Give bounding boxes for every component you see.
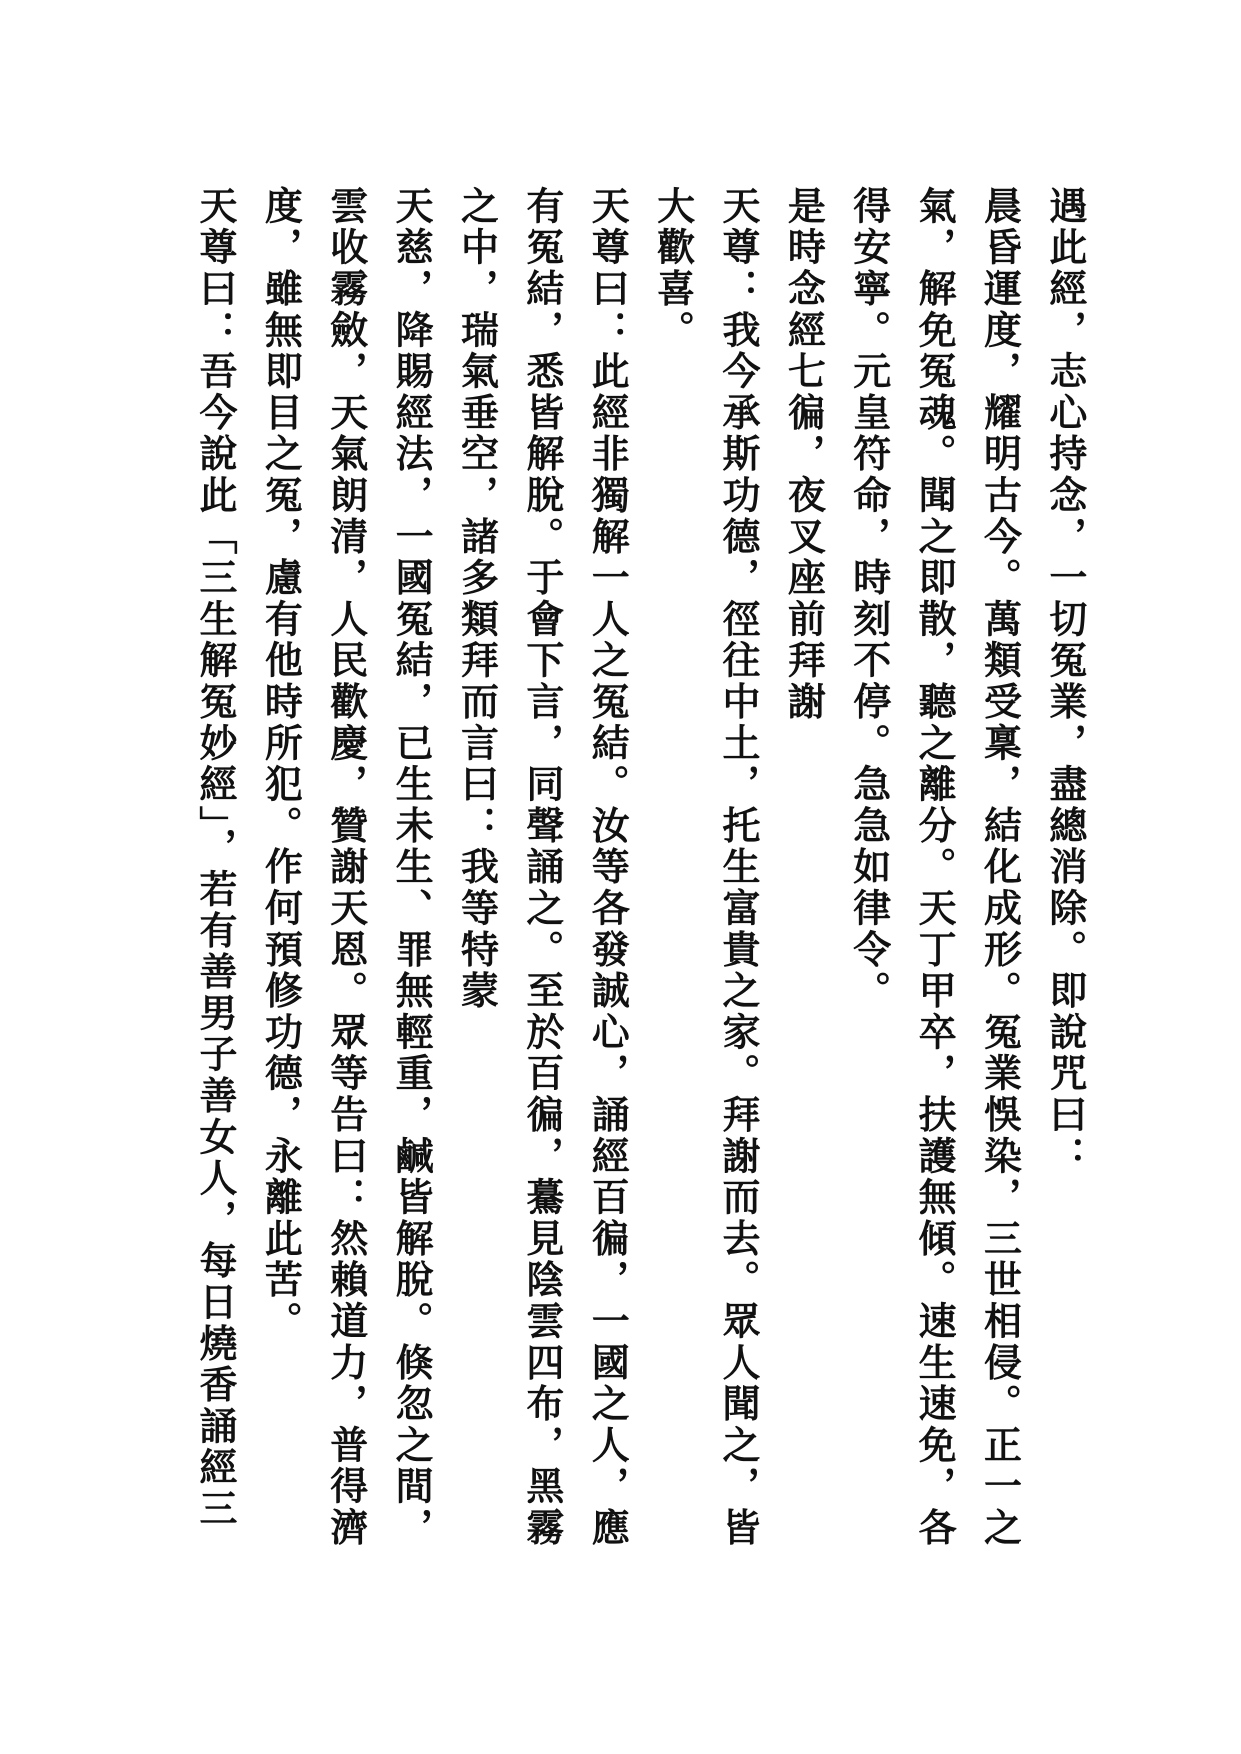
- text-column-11: 天慈，降賜經法，一國冤結，已生未生、罪無輕重，鹹皆解脫。倏忽之間，: [389, 186, 435, 1549]
- text-column-13: 度，雖無即目之冤，慮有他時所犯。作何預修功德，永離此苦。: [258, 186, 304, 1343]
- text-column-12: 雲收霧斂，天氣朗清，人民歡慶，贊謝天恩。眾等告曰：然賴道力，普得濟: [323, 186, 369, 1549]
- text-column-14: 天尊曰：吾今說此「三生解冤妙經」，若有善男子善女人，每日燒香誦經三: [193, 186, 238, 1530]
- text-column-7: 大歡喜。: [650, 186, 696, 352]
- text-column-5: 是時念經七徧，夜叉座前拜謝: [781, 186, 827, 723]
- text-column-10: 之中，瑞氣垂空，諸多類拜而言曰：我等特蒙: [454, 186, 500, 1012]
- text-column-9: 有冤結，悉皆解脫。于會下言，同聲誦之。至於百徧，驀見陰雲四布，黑霧: [519, 186, 565, 1549]
- vertical-text-block: [190, 186, 1090, 1586]
- text-column-4: 得安寧。元皇符命，時刻不停。急急如律令。: [846, 186, 892, 1012]
- text-column-2: 晨昏運度，耀明古今。萬類受稟，結化成形。冤業悞染，三世相侵。正一之: [977, 186, 1023, 1549]
- text-column-1: 遇此經，志心持念，一切冤業，盡總消除。即說咒曰：: [1042, 186, 1088, 1178]
- text-column-3: 氣，解免冤魂。聞之即散，聽之離分。天丁甲卒，扶護無傾。速生速免，各: [912, 186, 958, 1549]
- text-column-8: 天尊曰：此經非獨解一人之冤結。汝等各發誠心，誦經百徧，一國之人，應: [585, 186, 631, 1549]
- text-column-6: 天尊：我今承斯功德，徑往中土，托生富貴之家。拜謝而去。眾人聞之，皆: [716, 186, 761, 1549]
